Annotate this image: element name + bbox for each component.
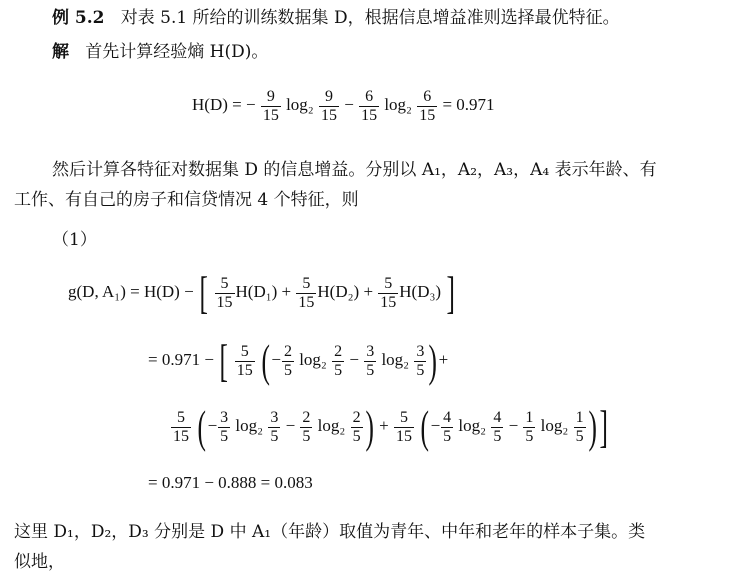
eq1-log2: log₂ <box>384 95 412 114</box>
para2-line1: 然后计算各特征对数据集 D 的信息增益。分别以 A₁，A₂，A₃，A₄ 表示年龄、有 <box>52 160 657 180</box>
gain-eq-result: = 0.971 − 0.888 = 0.083 <box>148 473 313 492</box>
gain-eq-line2: = 0.971 − [ $\frac{5}{15}$ (− $\frac{2}{5}$ log₂ $\frac{2}{5}$ − $\frac{3}{5}$ log₂ $\frac{3}{5}$ )+ <box>148 335 449 386</box>
eq1-frac4: $\frac{6}{15}$ <box>419 88 436 124</box>
solution-label: 解 <box>52 42 69 62</box>
eq1-lhs: H(D) = − <box>192 95 256 114</box>
example-label: 例 5.2 <box>52 8 105 28</box>
eq1-frac3: $\frac{6}{15}$ <box>361 88 378 124</box>
para3-line2: 似地， <box>14 552 65 572</box>
eq1-result: = 0.971 <box>442 95 495 114</box>
item-number: （1） <box>52 230 97 250</box>
gain-eq-line3: $\frac{5}{15}$ (− $\frac{3}{5}$ log₂ $\frac{3}{5}$ − $\frac{2}{5}$ log₂ $\frac{2}{5}$ ) + $\frac{5}{15}$ (− $\frac{4}{5}$ log₂ $\frac{4}{5}$ − $\frac{1}{5}$ log₂ $\frac{1}{5}$ )] <box>173 401 608 452</box>
gain-eq-line1: g(D, A₁) = H(D) − [ $\frac{5}{15}$ H(D₁) + $\frac{5}{15}$ H(D₂) + $\frac{5}{15}$ H(D₃) ] <box>68 267 456 318</box>
example-line <box>52 10 620 27</box>
gain-lhs: g(D, A₁) = H(D) − <box>68 281 194 301</box>
solution-text: 首先计算经验熵 H(D)。 <box>85 42 269 62</box>
para2-line2: 工作、有自己的房子和信贷情况 4 个特征，则 <box>14 190 359 210</box>
eq1-minus: − <box>344 95 354 114</box>
eq1-frac2: $\frac{9}{15}$ <box>320 88 337 124</box>
eq1-frac1: $\frac{9}{15}$ <box>262 88 279 124</box>
para3-line1: 这里 D₁，D₂，D₃ 分别是 D 中 A₁（年龄）取值为青年、中年和老年的样本子集。类 <box>14 522 646 542</box>
solution-line <box>52 44 268 61</box>
entropy-equation <box>192 88 495 124</box>
eq1-log1: log₂ <box>286 95 314 114</box>
example-text: 对表 5.1 所给的训练数据集 D，根据信息增益准则选择最优特征。 <box>120 8 620 28</box>
